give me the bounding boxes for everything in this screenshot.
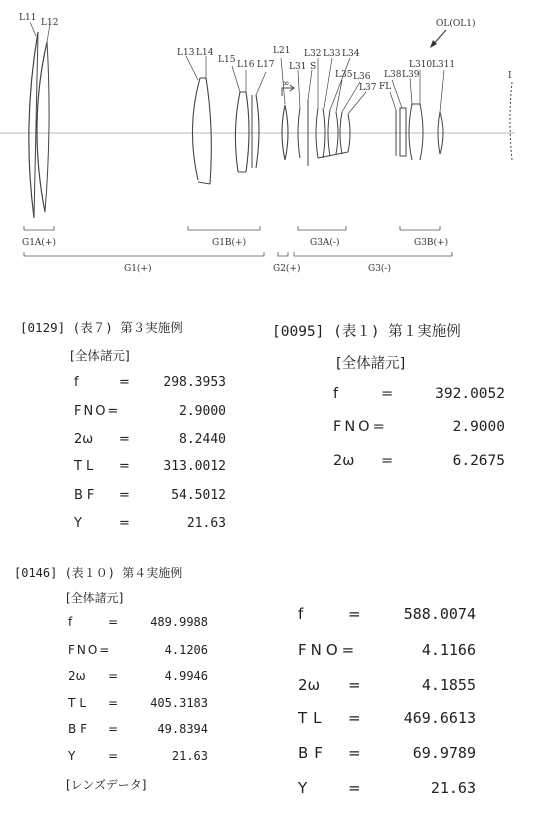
table7-eq: = — [119, 516, 130, 531]
table10-eq: = — [108, 669, 119, 683]
label-g3: G3(-) — [368, 264, 391, 274]
label-g1b: G1B(+) — [212, 238, 247, 248]
label-ol: OL(OL1) — [436, 19, 476, 29]
table-right-key: f — [298, 605, 304, 623]
lens-diagram — [0, 0, 550, 290]
label-l21: L21 — [273, 46, 291, 56]
label-g1: G1(+) — [124, 264, 152, 274]
table10-val: 49.8394 — [157, 722, 208, 736]
label-l13: L13 — [177, 48, 195, 58]
table1-eq: = — [381, 386, 394, 402]
table7-val: 54.5012 — [171, 488, 226, 503]
table7-key: 2ω — [74, 432, 94, 447]
table10-key: f — [68, 615, 73, 629]
table10-key: 2ω — [68, 669, 86, 683]
table-right-val: 469.6613 — [403, 709, 476, 727]
lens-l12 — [37, 42, 47, 212]
lens-l17 — [256, 95, 259, 168]
lens-l14 — [206, 78, 211, 184]
lens-l14-edge — [198, 182, 210, 184]
lens-l16 — [246, 92, 249, 172]
table7-header: [0129] (表７) 第３実施例 — [20, 320, 183, 335]
table-right-key: Y — [298, 779, 308, 797]
g3a-bottom-edge — [318, 152, 348, 158]
table7-eq: = — [119, 375, 130, 390]
lens-l13 — [192, 78, 200, 180]
label-l37: L37 — [359, 83, 377, 93]
table7-val: 21.63 — [186, 516, 226, 531]
table10-eq: = — [108, 749, 119, 763]
table1-val: 2.9000 — [452, 419, 505, 435]
table10-val: 4.1206 — [164, 643, 208, 657]
table7-key: Y — [74, 516, 82, 531]
table-right-eq: = — [348, 605, 361, 623]
table1-key: FNO= — [333, 419, 388, 435]
label-l12: L12 — [41, 18, 59, 28]
table10-key: TL — [68, 696, 91, 710]
label-l32: L32 — [304, 49, 322, 59]
table-right-val: 4.1166 — [421, 641, 476, 659]
table7-key: f — [74, 375, 79, 390]
image-plane — [510, 82, 512, 160]
table-right-val: 21.63 — [430, 779, 476, 797]
label-l15: L15 — [218, 55, 236, 65]
table10-val: 4.9946 — [164, 669, 208, 683]
table-right-eq: = — [348, 676, 361, 694]
table10-key: Y — [68, 749, 76, 763]
label-l36: L36 — [353, 72, 371, 82]
label-image-plane: I — [508, 71, 512, 81]
table-right-val: 4.1855 — [421, 676, 476, 694]
table7-val: 298.3953 — [163, 375, 226, 390]
table7-val: 8.2440 — [179, 432, 226, 447]
table7-eq: = — [119, 432, 130, 447]
label-l39: L39 — [402, 70, 420, 80]
table10-val: 21.63 — [171, 749, 208, 763]
label-infinity: ∞ — [282, 79, 290, 89]
table10-eq: = — [108, 615, 119, 629]
table-right-key: 2ω — [298, 676, 321, 694]
table1-val: 6.2675 — [452, 453, 505, 469]
label-l38: L38 — [384, 70, 402, 80]
label-l35: L35 — [335, 70, 353, 80]
table7-key: TL — [74, 459, 98, 474]
label-l17: L17 — [257, 60, 275, 70]
table7-key: BF — [74, 488, 99, 503]
table1-val: 392.0052 — [435, 386, 505, 402]
table-right-key: TL — [298, 709, 328, 727]
label-fl: FL — [379, 82, 392, 92]
table10-val: 489.9988 — [150, 615, 208, 629]
table7-eq: = — [119, 459, 130, 474]
label-g3a: G3A(-) — [310, 238, 340, 248]
table1-eq: = — [381, 453, 394, 469]
table1-section: [全体諸元] — [336, 356, 406, 372]
table-right-key: BF — [298, 744, 329, 762]
label-l34: L34 — [342, 49, 360, 59]
table7-eq: = — [119, 488, 130, 503]
lens-l12-back — [45, 42, 49, 212]
table10-footer: [レンズデータ] — [66, 778, 147, 792]
table1-key: 2ω — [333, 453, 355, 469]
table-right-key: FNO= — [298, 641, 359, 659]
table7-key: FNO= — [74, 404, 121, 419]
table-right-val: 588.0074 — [403, 605, 476, 623]
label-l31: L31 — [289, 62, 307, 72]
label-l11: L11 — [19, 13, 37, 23]
table-right-eq: = — [348, 709, 361, 727]
label-l310: L310 — [409, 60, 433, 70]
table10-eq: = — [108, 696, 119, 710]
table7-val: 2.9000 — [179, 404, 226, 419]
table10-val: 405.3183 — [150, 696, 208, 710]
table7-val: 313.0012 — [163, 459, 226, 474]
table-right-eq: = — [348, 744, 361, 762]
lens-l15 — [235, 92, 240, 172]
label-l16: L16 — [237, 60, 255, 70]
table1-key: f — [333, 386, 339, 402]
lens-l310 — [420, 104, 423, 160]
table10-key: BF — [68, 722, 92, 736]
table10-key: FNO= — [68, 643, 112, 657]
table10-header: [0146] (表１０) 第４実施例 — [14, 566, 183, 580]
label-l33: L33 — [323, 49, 341, 59]
table-right-eq: = — [348, 779, 361, 797]
label-s: S — [310, 62, 317, 72]
lens-l39 — [409, 104, 412, 160]
table7-section: [全体諸元] — [70, 348, 130, 363]
table10-section: [全体諸元] — [66, 591, 124, 605]
table1-header: [0095] (表１) 第１実施例 — [272, 324, 461, 340]
label-l311: L311 — [432, 60, 456, 70]
label-l14: L14 — [196, 48, 214, 58]
label-g2: G2(+) — [273, 264, 301, 274]
label-g1a: G1A(+) — [22, 238, 56, 248]
table-right-val: 69.9789 — [412, 744, 476, 762]
lens-l38 — [400, 108, 406, 156]
label-g3b: G3B(+) — [414, 238, 449, 248]
table10-eq: = — [108, 722, 119, 736]
